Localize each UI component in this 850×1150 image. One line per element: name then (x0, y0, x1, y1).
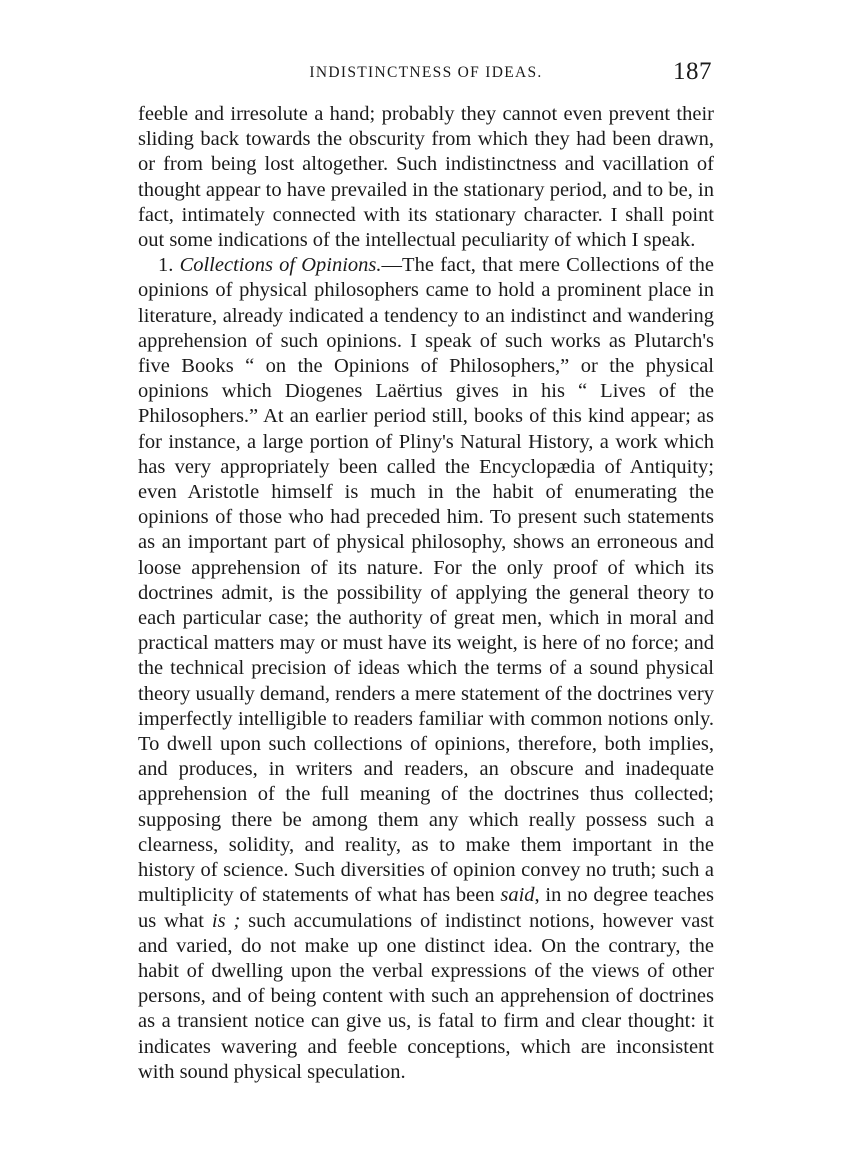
running-head (138, 58, 714, 92)
paragraph-2-text-a: —The fact, that mere Collections of the opinions of physical philosophers came to hold a prominent place in literature, already indicated a tendency to an indistinct and wandering apprehension of such opinions. I speak of such works as Plutarch's five Books “ on the Opinions of Philosophers,” or the physical opinions which Diogenes Laërtius gives in his “ Lives of the Philosophers.” At an earlier period still, books of this kind appear; as for instance, a large portion of Pliny's Natural History, a work which has very appropriately been called the Encyclopædia of Antiquity; even Aristotle himself is much in the habit of enumerating the opinions of those who had preceded him. To present such statements as an important part of physical philosophy, shows an erroneous and loose apprehension of its nature. For the only proof of which its doctrines admit, is the possibility of applying the general theory to each particular case; the authority of great men, which in moral and practical matters may or must have its weight, is here of no force; and the technical precision of ideas which the terms of a sound physical theory usually demand, renders a mere statement of the doctrines very imperfectly intelligible to readers familiar with common notions only. To dwell upon such collections of opinions, therefore, both implies, and produces, in writers and readers, an obscure and inadequate apprehension of the full meaning of the doctrines thus collected; supposing there be among them any which really possess such a clearness, solidity, and reality, as to make them important in the history of science. Such diversities of opinion convey no truth; such a multiplicity of statements of what has been (138, 254, 715, 907)
italic-is: is ; (211, 909, 241, 932)
section-number: 1. (158, 254, 174, 277)
paragraph-2-text-c: such accumulations of indistinct notions, however vast and varied, do not make up one distinct idea. On the contrary, the habit of dwelling upon the verbal expressions of the views of other persons, and of being content with such an apprehension of doctrines as a transient notice can give us, is fatal to firm and clear thought: it indicates wavering and feeble conceptions, which are inconsistent with sound physical speculation. (138, 909, 715, 1083)
paragraph-2 (138, 253, 714, 1085)
body-text (138, 102, 714, 1085)
paragraph-2-text-b: , in no degree teaches us what (138, 884, 714, 932)
page-number: 187 (673, 58, 712, 85)
book-page (138, 58, 714, 1085)
paragraph-1: feeble and irresolute a hand; probably they cannot even prevent their sliding back towards the obscurity from which they had been drawn, or from being lost altogether. Such indistinctness and vacillation of thought appear to have prevailed in the stationary period, and to be, in fact, intimately connected with its stationary character. I shall point out some indications of the intellectual peculiarity of which I speak. (138, 103, 714, 252)
running-title: INDISTINCTNESS OF IDEAS. (309, 64, 543, 81)
italic-said: said (500, 884, 535, 907)
section-heading: Collections of Opinions. (179, 254, 382, 277)
